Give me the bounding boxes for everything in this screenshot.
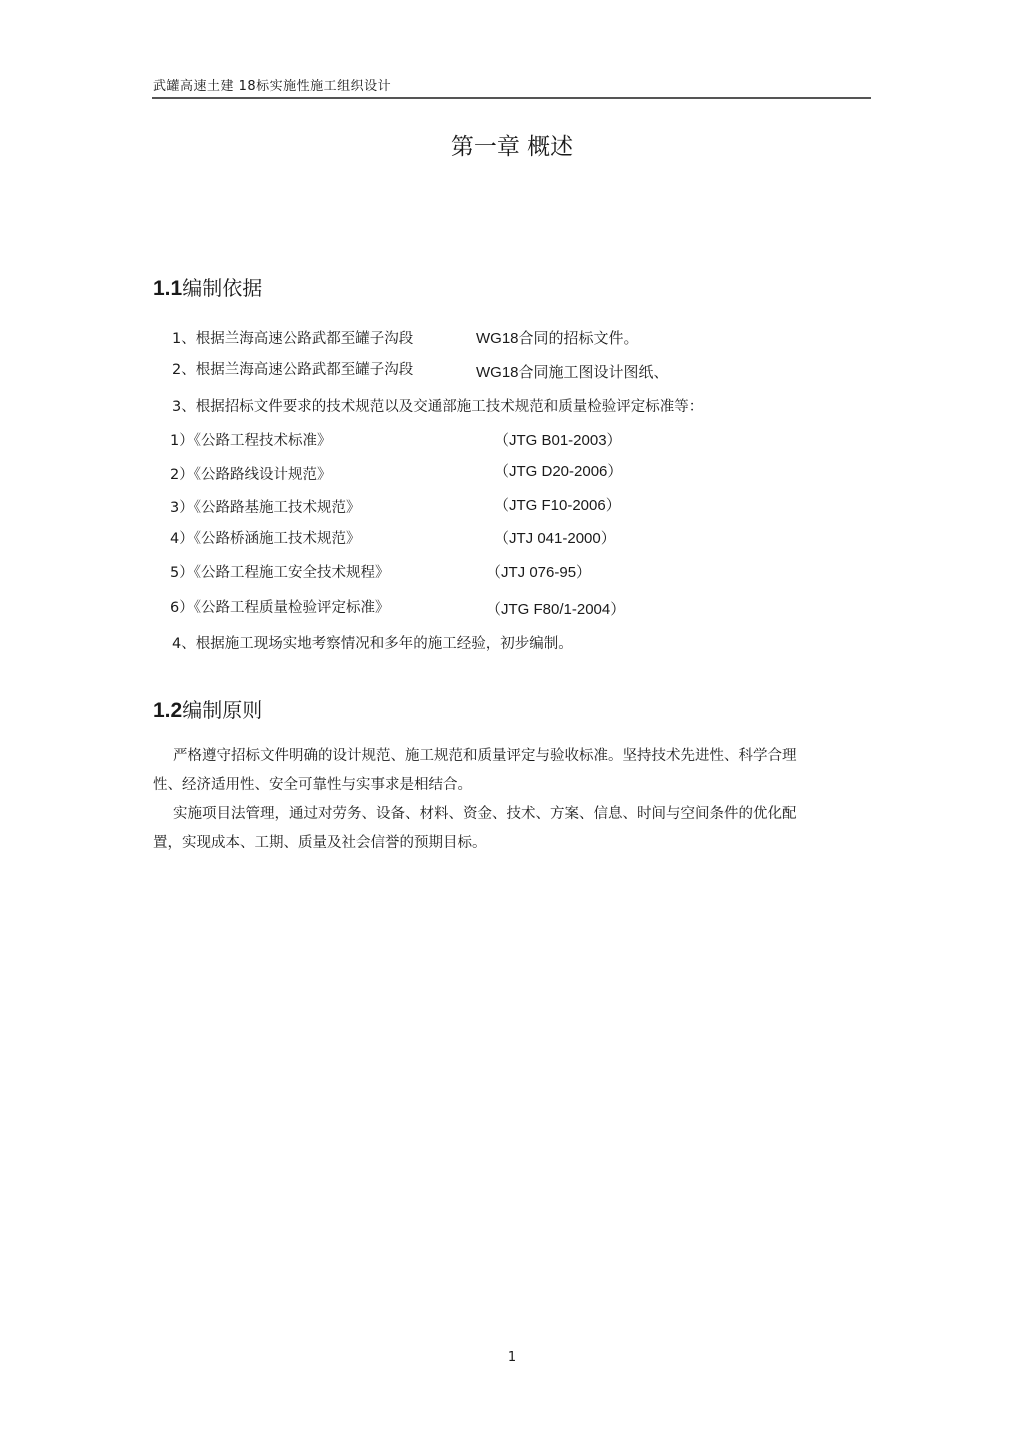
standard-ref-6-code: （JTG F80/1-2004） [486,601,626,618]
standard-ref-5-title: 5）《公路工程施工安全技术规程》 [170,565,390,581]
standard-ref-2-title: 2）《公路路线设计规范》 [170,467,332,483]
principle-paragraph-2: 实施项目法管理，通过对劳务、设备、材料、资金、技术、方案、信息、时间与空间条件的优化配置，实现成本、工期、质量及社会信誉的预期目标。 [153,806,797,851]
section-title: 编制依据 [182,276,263,300]
standard-ref-3-code: （JTG F10-2006） [494,497,621,514]
page-number: 1 [507,1350,517,1365]
chapter-title: 第一章 概述 [450,134,574,160]
principle-paragraph-1: 严格遵守招标文件明确的设计规范、施工规范和质量评定与验收标准。坚持技术先进性、科学合理性、经济适用性、安全可靠性与实事求是相结合。 [153,748,797,793]
basis-item-4: 4、根据施工现场实地考察情况和多年的施工经验，初步编制。 [172,636,573,652]
basis-item-text: 2、根据兰海高速公路武都至罐子沟段 [172,362,414,378]
header-divider [152,97,871,99]
section-title: 编制原则 [182,698,263,722]
standard-ref-4-code: （JTJ 041-2000） [494,530,616,547]
section-number: 1.1 [153,277,183,300]
standard-ref-1-code: （JTG B01-2003） [494,432,622,449]
section-number: 1.2 [153,699,183,722]
basis-item-1-contract: WG18合同的招标文件。 [476,330,639,347]
standard-ref-1-title: 1）《公路工程技术标准》 [170,433,332,449]
basis-item-text: 1、根据兰海高速公路武都至罐子沟段 [172,331,414,347]
section-heading-1-1 [153,272,262,301]
basis-item-3: 3、根据招标文件要求的技术规范以及交通部施工技术规范和质量检验评定标准等： [172,399,704,415]
standard-ref-3-title: 3）《公路路基施工技术规范》 [170,500,361,516]
basis-item-1 [172,327,413,348]
basis-item-2-contract: WG18合同施工图设计图纸、 [476,364,669,381]
running-header: 武罐高速土建 18标实施性施工组织设计 [153,79,392,94]
standard-ref-5-code: （JTJ 076-95） [486,564,592,581]
basis-item-2 [172,358,413,379]
section-heading-1-2 [153,694,262,723]
standard-ref-2-code: （JTG D20-2006） [494,463,623,480]
standard-ref-4-title: 4）《公路桥涵施工技术规范》 [170,531,361,547]
standard-ref-6-title: 6）《公路工程质量检验评定标准》 [170,600,390,616]
